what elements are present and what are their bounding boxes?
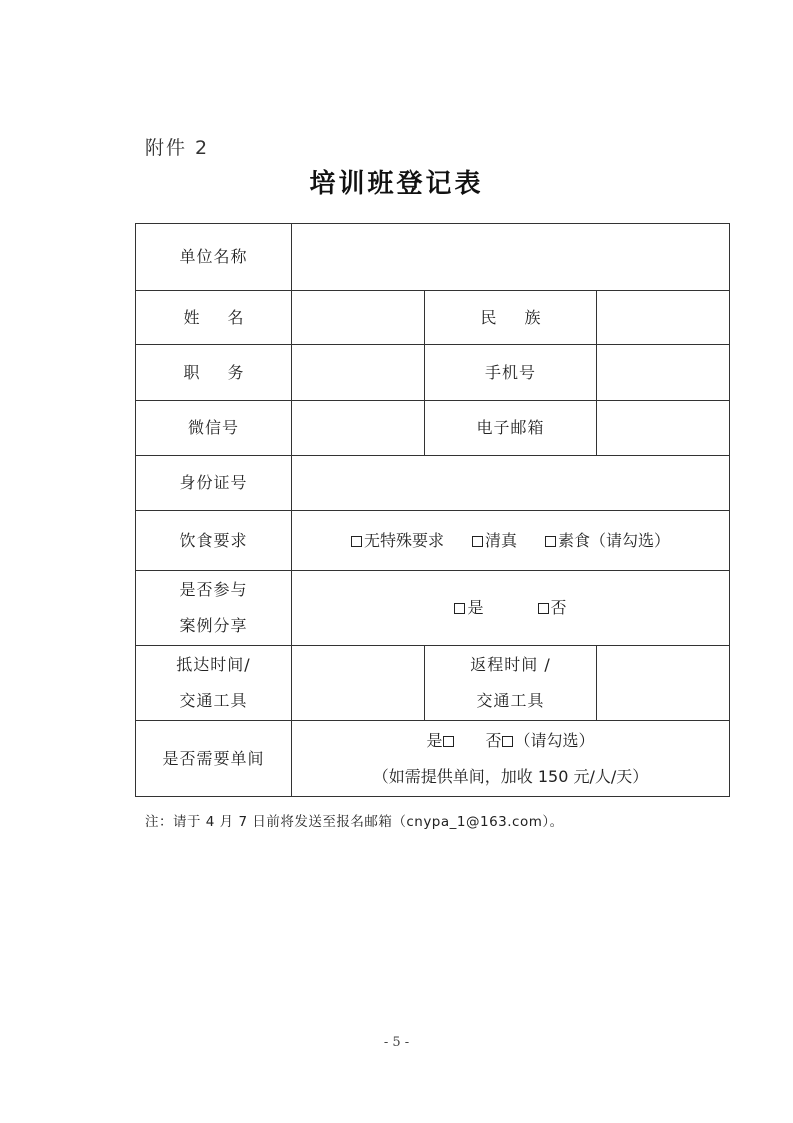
wechat-label: 微信号: [136, 401, 292, 456]
position-label-part: 职: [183, 362, 200, 382]
table-row: [136, 511, 730, 571]
single-room-options: [292, 721, 730, 797]
case-option-label: 是: [467, 598, 484, 617]
diet-option-halal[interactable]: [472, 531, 517, 550]
diet-label: 饮食要求: [136, 511, 292, 571]
single-room-yes-label: 是: [426, 730, 443, 750]
diet-option-label: 清真: [485, 530, 518, 550]
unit-field[interactable]: [292, 224, 730, 291]
return-field[interactable]: [597, 646, 730, 721]
wechat-field[interactable]: [292, 401, 425, 456]
case-option-no[interactable]: [538, 598, 567, 617]
diet-options: [292, 511, 730, 571]
phone-field[interactable]: [597, 345, 730, 401]
arrival-field[interactable]: [292, 646, 425, 721]
position-label: [136, 345, 292, 401]
return-label-line: 交通工具: [476, 691, 545, 710]
return-label-line: 返程时间 /: [470, 655, 551, 674]
checkbox-icon[interactable]: [545, 536, 556, 547]
single-room-no-label: 否: [485, 730, 502, 750]
email-label: 电子邮箱: [425, 401, 597, 456]
checkbox-icon[interactable]: [472, 536, 483, 547]
arrival-label-line: 抵达时间/: [176, 655, 251, 674]
single-room-no[interactable]: [486, 731, 515, 750]
id-number-field[interactable]: [292, 456, 730, 511]
table-row: [136, 571, 730, 646]
checkbox-icon[interactable]: [454, 603, 465, 614]
registration-table: [135, 223, 730, 797]
table-row: [136, 721, 730, 797]
unit-label: 单位名称: [136, 224, 292, 291]
ethnic-field[interactable]: [597, 291, 730, 345]
id-number-label: 身份证号: [136, 456, 292, 511]
email-field[interactable]: [597, 401, 730, 456]
footnote: 注：请于 4 月 7 日前将发送至报名邮箱（cnypa_1@163.com）。: [145, 814, 564, 830]
case-share-label-line: 是否参与: [179, 580, 248, 599]
position-label-part: 务: [227, 362, 244, 382]
arrival-label: [136, 646, 292, 721]
diet-option-none[interactable]: [351, 531, 444, 550]
case-share-label-line: 案例分享: [179, 616, 248, 635]
phone-label: 手机号: [425, 345, 597, 401]
arrival-label-line: 交通工具: [179, 691, 248, 710]
case-share-options: [292, 571, 730, 646]
name-label-part: 名: [227, 307, 244, 327]
return-label: [425, 646, 597, 721]
page-number: - 5 -: [383, 1035, 410, 1050]
single-room-label: 是否需要单间: [136, 721, 292, 797]
attachment-label: 附件 2: [145, 137, 210, 159]
table-row: [136, 401, 730, 456]
single-room-choices: [292, 723, 729, 759]
checkbox-icon[interactable]: [538, 603, 549, 614]
table-row: [136, 224, 730, 291]
position-field[interactable]: [292, 345, 425, 401]
checkbox-icon[interactable]: [351, 536, 362, 547]
form-title: 培训班登记表: [309, 169, 484, 199]
diet-option-label: 无特殊要求: [363, 530, 444, 550]
single-room-note: （如需提供单间，加收 150 元/人/天）: [372, 766, 649, 786]
name-label-part: 姓: [183, 307, 200, 327]
table-row: [136, 291, 730, 345]
ethnic-label: [425, 291, 597, 345]
case-option-yes[interactable]: [454, 598, 483, 617]
name-label: [136, 291, 292, 345]
table-row: [136, 456, 730, 511]
diet-option-vegetarian[interactable]: [545, 531, 670, 550]
single-room-yes[interactable]: [426, 731, 455, 750]
checkbox-icon[interactable]: [443, 736, 454, 747]
ethnic-label-part: 民: [480, 307, 497, 327]
checkbox-icon[interactable]: [502, 736, 513, 747]
case-option-label: 否: [550, 598, 567, 617]
name-field[interactable]: [292, 291, 425, 345]
single-room-hint: （请勾选）: [514, 730, 595, 750]
case-share-label: [136, 571, 292, 646]
table-row: [136, 345, 730, 401]
ethnic-label-part: 族: [524, 307, 541, 327]
table-row: [136, 646, 730, 721]
diet-option-label: 素食（请勾选）: [558, 530, 671, 550]
